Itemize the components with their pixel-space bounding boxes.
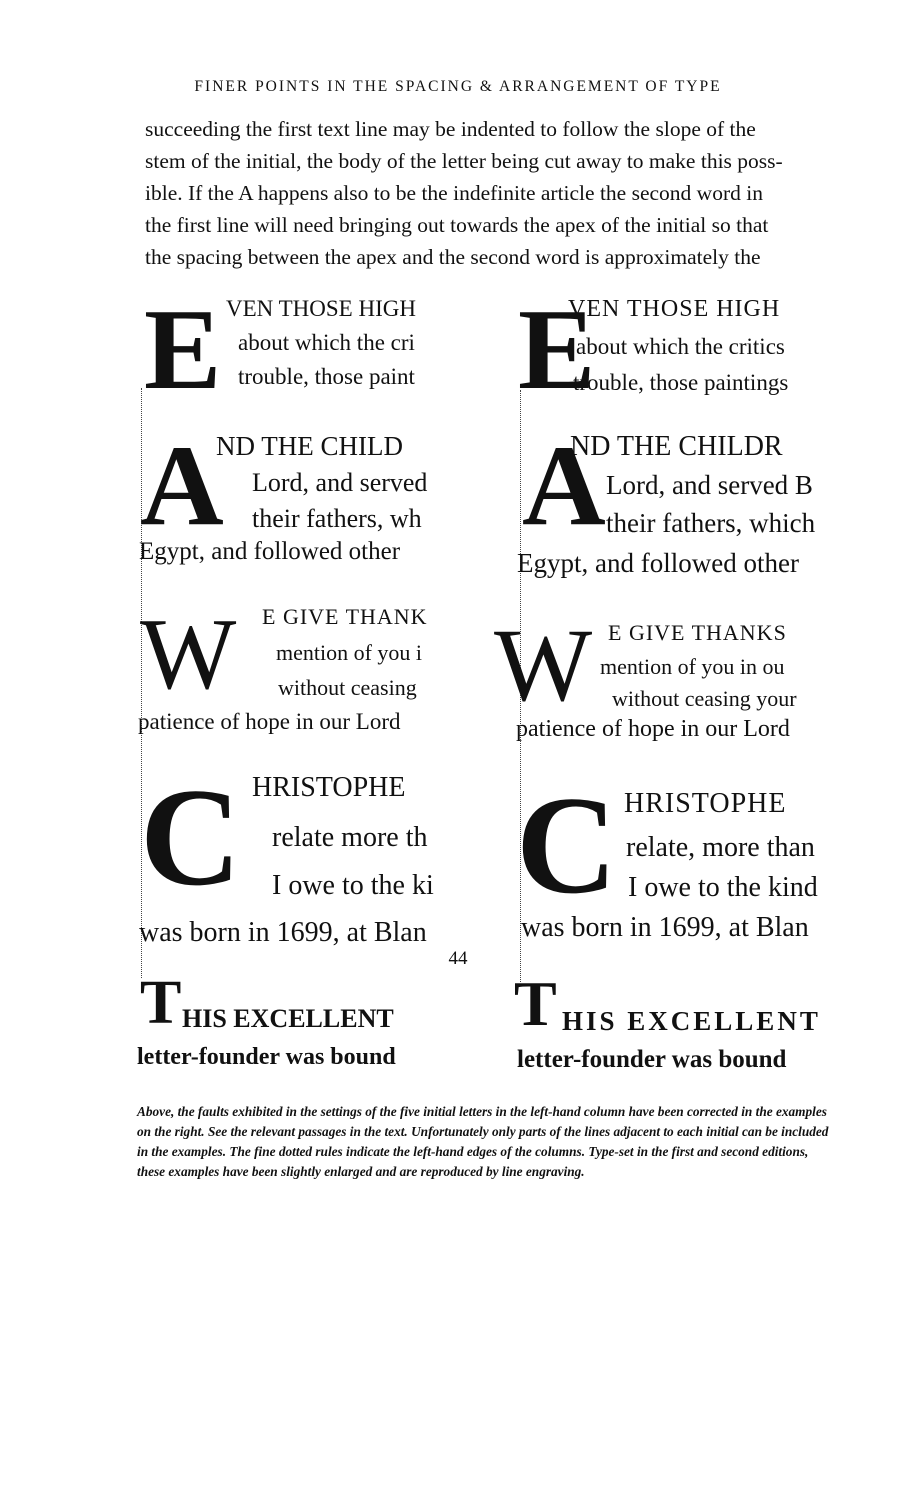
- example-line: ND THE CHILDR: [570, 431, 783, 462]
- example-line: I owe to the ki: [272, 870, 434, 901]
- drop-cap-c: C: [516, 768, 618, 923]
- example-line: HIS EXCELLENT: [562, 1006, 821, 1036]
- example-line: relate more th: [272, 822, 428, 853]
- example-line: VEN THOSE HIGH: [226, 296, 416, 321]
- example-line: mention of you i: [276, 640, 423, 665]
- example-line: without ceasing: [278, 675, 417, 700]
- example-line: Lord, and served B: [606, 470, 813, 500]
- drop-cap-w: W: [140, 598, 237, 711]
- running-head: FINER POINTS IN THE SPACING & ARRANGEMENT OF TYPE: [194, 78, 722, 95]
- drop-cap-e: E: [144, 286, 222, 414]
- example-line: ND THE CHILD: [216, 431, 403, 461]
- example-line: patience of hope in our Lord: [516, 716, 790, 742]
- example-line: their fathers, wh: [252, 504, 422, 533]
- example-line: Egypt, and followed other: [517, 548, 799, 578]
- example-line: trouble, those paint: [238, 364, 415, 389]
- drop-cap-t: T: [140, 969, 182, 1037]
- drop-cap-w: W: [494, 608, 593, 723]
- example-line: relate, more than: [626, 832, 815, 863]
- example-line: was born in 1699, at Blan: [521, 912, 809, 943]
- example-line: mention of you in ou: [600, 654, 785, 679]
- drop-cap-a: A: [140, 422, 224, 550]
- example-line: about which the cri: [238, 330, 415, 355]
- example-line: without ceasing your: [612, 686, 797, 711]
- example-line: letter-founder was bound: [517, 1046, 787, 1073]
- example-line: their fathers, which: [606, 508, 816, 538]
- example-line: trouble, those paintings: [573, 370, 789, 395]
- example-line: patience of hope in our Lord: [138, 709, 401, 734]
- example-line: Lord, and served: [252, 468, 428, 497]
- example-line: HIS EXCELLENT: [182, 1004, 394, 1033]
- example-line: HRISTOPHE: [252, 772, 406, 803]
- page-number: 44: [448, 948, 468, 969]
- intro-line: ible. If the A happens also to be the indefinite article the second word in: [145, 181, 763, 205]
- intro-line: succeeding the first text line may be indented to follow the slope of the: [145, 117, 756, 141]
- drop-cap-a: A: [522, 422, 606, 550]
- example-line: E GIVE THANK: [262, 604, 428, 629]
- example-line: was born in 1699, at Blan: [139, 917, 427, 948]
- example-line: letter-founder was bound: [137, 1044, 396, 1070]
- drop-cap-t: T: [514, 968, 557, 1039]
- drop-cap-c: C: [140, 760, 242, 915]
- intro-line: stem of the initial, the body of the letter being cut away to make this poss-: [145, 149, 783, 173]
- example-line: about which the critics: [576, 334, 785, 359]
- example-line: Egypt, and followed other: [139, 538, 401, 565]
- intro-line: the spacing between the apex and the second word is approximately the: [145, 245, 761, 269]
- intro-line: the first line will need bringing out towards the apex of the initial so that: [145, 213, 769, 237]
- example-line: HRISTOPHE: [624, 788, 787, 819]
- example-line: VEN THOSE HIGH: [568, 296, 781, 322]
- example-line: E GIVE THANKS: [608, 620, 787, 645]
- example-line: I owe to the kind: [628, 872, 818, 903]
- drop-cap-e: E: [518, 286, 596, 414]
- figure-caption: Above, the faults exhibited in the settings of the five initial letters in the left-hand column have been corrected in the examples on the right. See the relevant passages in the text. Unfortunately only parts of the lines adjacent to each initial can be included in the examples. The fine dotted rules indicate the left-hand edges of the columns. Type-set in the first and second editions, these examples have been slightly enlarged and are reproduced by line engraving.: [137, 1104, 829, 1179]
